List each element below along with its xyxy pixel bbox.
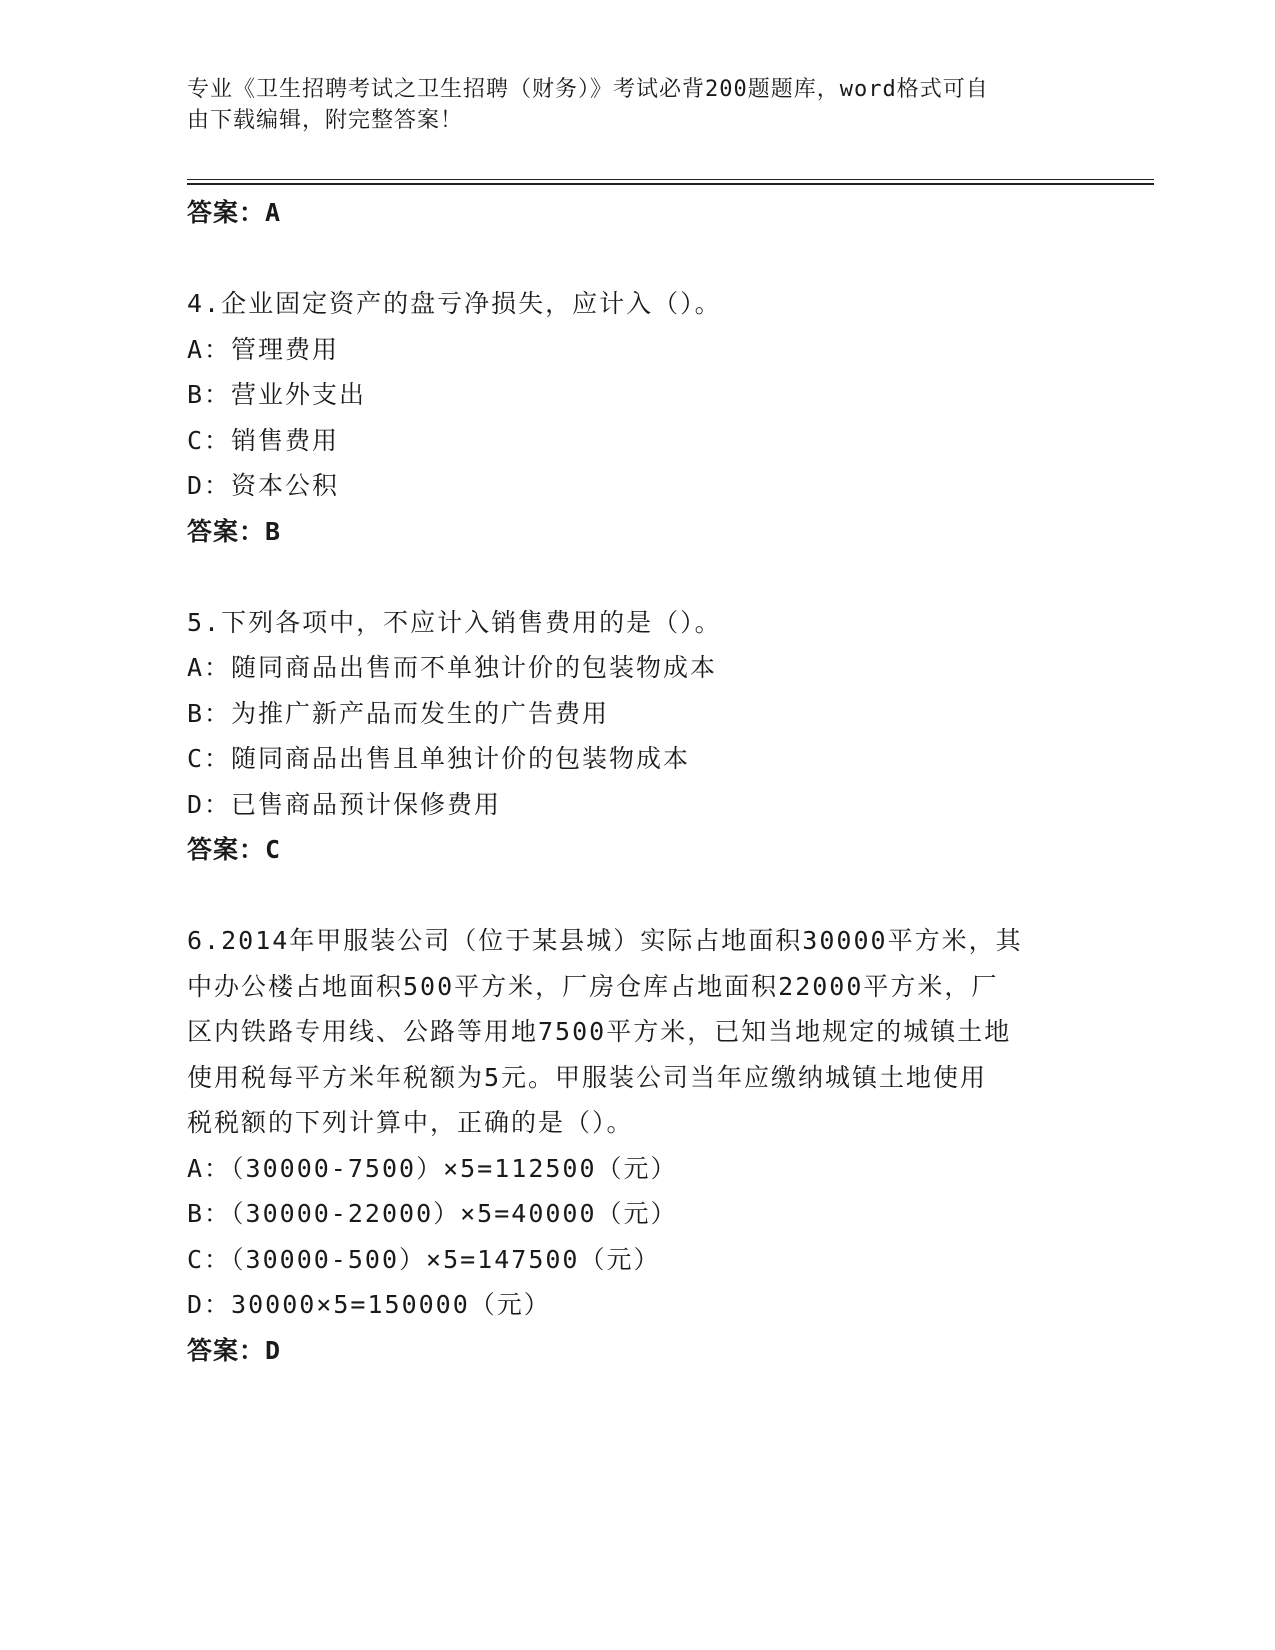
option-b: B：（30000-22000）×5=40000（元） <box>187 1199 678 1228</box>
answer-separator: ： <box>239 198 266 227</box>
option-d: D：资本公积 <box>187 471 340 500</box>
answer-value: C <box>265 835 282 864</box>
header-line-2: 由下载编辑，附完整答案！ <box>187 108 464 133</box>
option-b: B：为推广新产品而发生的广告费用 <box>187 698 610 728</box>
question-stem: 5.下列各项中，不应计入销售费用的是（）。 <box>187 607 722 637</box>
answer-value: A <box>265 198 282 227</box>
question-answer <box>187 827 1087 872</box>
question-stem-line: 使用税每平方米年税额为5元。甲服装公司当年应缴纳城镇土地使用 <box>187 1062 988 1092</box>
header-divider <box>187 179 1154 185</box>
question-stem-line: 税税额的下列计算中，正确的是（）。 <box>187 1108 634 1137</box>
question-stem-line: 6.2014年甲服装公司（位于某县城）实际占地面积30000平方米，其 <box>187 926 1023 955</box>
question-stem-line: 区内铁路专用线、公路等用地7500平方米，已知当地规定的城镇土地 <box>187 1017 1012 1046</box>
previous-answer <box>187 190 1087 235</box>
option-d: D：已售商品预计保修费用 <box>187 789 502 819</box>
document-header <box>187 74 1067 136</box>
header-line-1: 专业《卫生招聘考试之卫生招聘（财务）》考试必背200题题库，word格式可自 <box>187 77 989 102</box>
question-5 <box>187 600 1087 873</box>
option-a: A：管理费用 <box>187 334 340 364</box>
answer-value: B <box>265 516 282 546</box>
answer-separator: ： <box>239 1335 266 1365</box>
answer-separator: ： <box>239 835 266 864</box>
option-d: D：30000×5=150000（元） <box>187 1290 551 1319</box>
answer-label: 答案 <box>187 198 240 227</box>
option-c: C：随同商品出售且单独计价的包装物成本 <box>187 744 691 773</box>
answer-value: D <box>265 1335 282 1365</box>
option-c: C：销售费用 <box>187 425 340 455</box>
question-stem: 4.企业固定资产的盘亏净损失，应计入（）。 <box>187 289 722 318</box>
option-a: A：（30000-7500）×5=112500（元） <box>187 1153 678 1183</box>
answer-label: 答案 <box>187 516 240 546</box>
question-answer <box>187 1328 1087 1373</box>
question-answer <box>187 509 1087 554</box>
option-c: C：（30000-500）×5=147500（元） <box>187 1244 661 1274</box>
option-a: A：随同商品出售而不单独计价的包装物成本 <box>187 653 718 682</box>
question-4 <box>187 281 1087 554</box>
answer-label: 答案 <box>187 1335 240 1365</box>
question-list <box>187 190 1087 1373</box>
question-stem-line: 中办公楼占地面积500平方米，厂房仓库占地面积22000平方米，厂 <box>187 971 999 1001</box>
answer-separator: ： <box>239 516 266 546</box>
option-b: B：营业外支出 <box>187 380 367 409</box>
question-6 <box>187 918 1087 1373</box>
answer-label: 答案 <box>187 835 240 864</box>
